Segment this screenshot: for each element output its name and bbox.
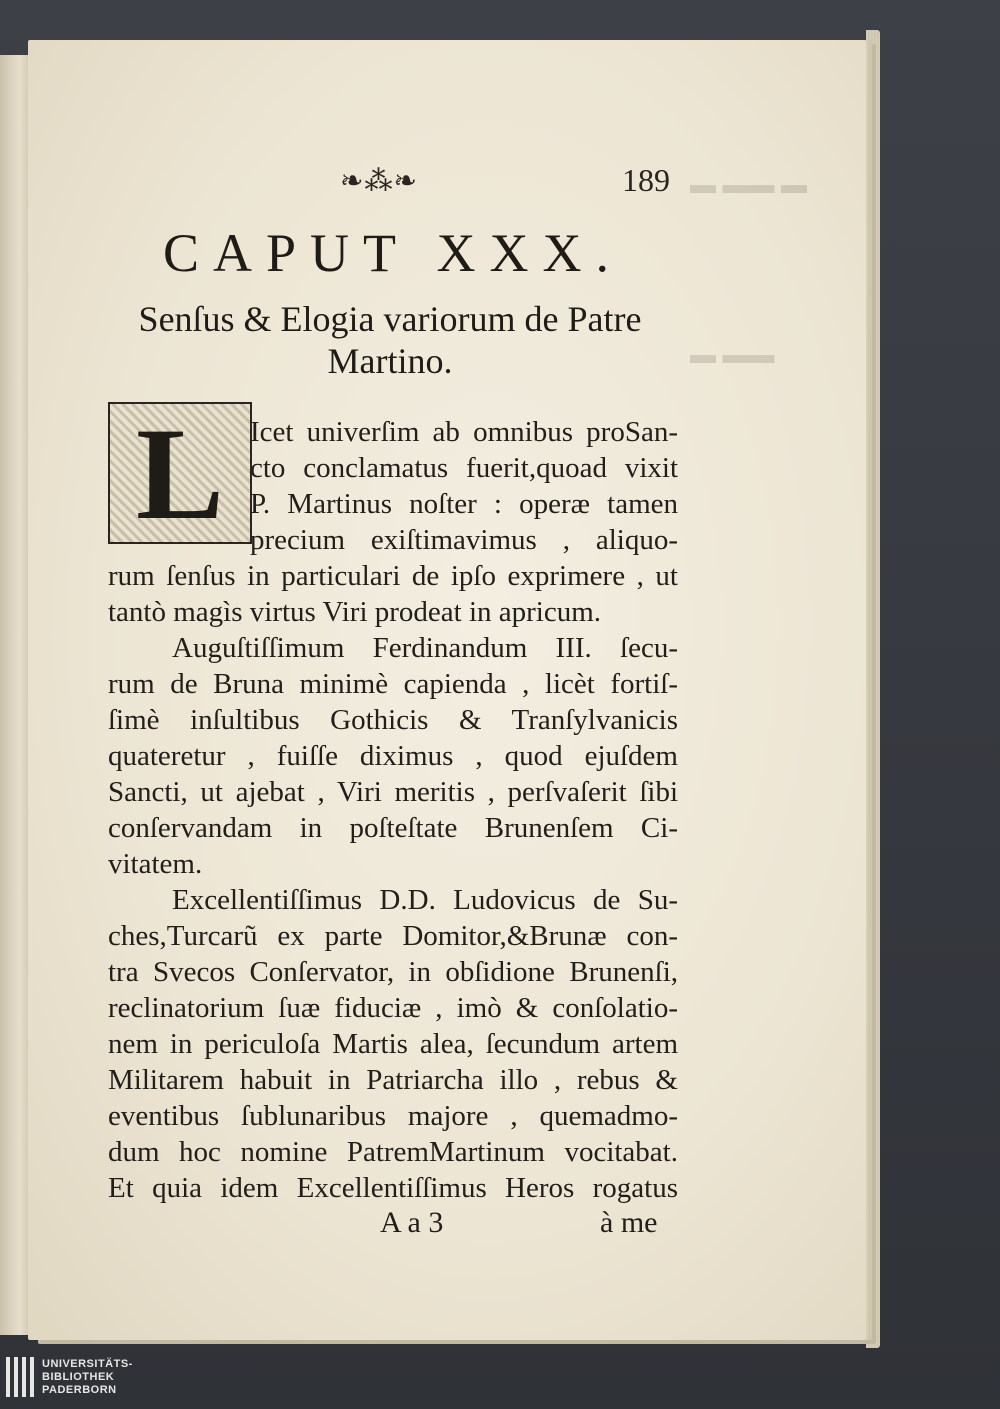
running-head <box>340 160 670 200</box>
library-logo <box>6 1357 133 1397</box>
text-line: cto conclamatus fuerit,quoad vixit <box>250 452 678 484</box>
text-line: Militarem habuit in Patriarcha illo , rebus & <box>108 1064 678 1096</box>
logo-text <box>42 1358 133 1397</box>
text-line: ches,Turcarũ ex parte Domitor,&Brunæ con- <box>108 920 678 952</box>
show-through: ▬ ▬▬ ▬ <box>690 170 807 199</box>
text-line: dum hoc nomine PatremMartinum vocitabat. <box>108 1136 678 1168</box>
logo-line: UNIVERSITÄTS- <box>42 1357 133 1370</box>
text-line: Auguſtiſſimum Ferdinandum III. ſecu- <box>172 632 678 664</box>
initial-letter: L <box>135 400 225 547</box>
show-through: ▬▬ ▬ <box>690 340 775 369</box>
page-fore-edge <box>866 30 880 1348</box>
logo-line: BIBLIOTHEK <box>42 1370 115 1383</box>
text-line: nem in periculoſa Martis alea, ſecundum artem <box>108 1028 678 1060</box>
subtitle-line: Senſus & Elogia variorum de Patre <box>138 299 642 339</box>
header-ornament-icon: ❧⁂❧ <box>340 163 418 197</box>
logo-bars-icon <box>6 1357 34 1397</box>
subtitle-line: Martino. <box>327 341 453 381</box>
text-line: Icet univerſim ab omnibus proSan- <box>250 416 678 448</box>
text-line: Et quia idem Excellentiſſimus Heros rogatus <box>108 1172 678 1204</box>
decorated-initial <box>108 400 252 547</box>
text-line: vitatem. <box>108 848 203 880</box>
text-line: tra Svecos Conſervator, in obſidione Brunenſi, <box>108 956 678 988</box>
text-line: rum de Bruna minimè capienda , licèt fortiſ- <box>108 668 678 700</box>
chapter-heading: CAPUT XXX. <box>162 223 624 283</box>
text-line: reclinatorium ſuæ fiduciæ , imò & conſolatio- <box>108 992 678 1024</box>
text-line: Sancti, ut ajebat , Viri meritis , perſvaſerit ſibi <box>108 776 678 808</box>
text-line: eventibus ſublunaribus majore , quemadmo- <box>108 1100 678 1132</box>
chapter-subtitle <box>100 298 680 382</box>
text-line: Excellentiſſimus D.D. Ludovicus de Su- <box>172 884 678 916</box>
text-line: tantò magìs virtus Viri prodeat in apricum. <box>108 596 602 628</box>
text-line: precium exiſtimavimus , aliquo- <box>250 524 678 556</box>
catchword: à me <box>600 1206 658 1239</box>
text-line: conſervandam in poſteſtate Brunenſem Ci- <box>108 812 678 844</box>
text-line: rum ſenſus in particulari de ipſo exprimere , ut <box>108 560 678 592</box>
text-line: ſimè inſultibus Gothicis & Tranſylvanicis <box>108 704 678 736</box>
logo-line: PADERBORN <box>42 1383 117 1396</box>
text-line: quateretur , fuiſſe diximus , quod ejuſdem <box>108 740 678 772</box>
left-page-edge <box>0 55 29 1335</box>
text-line: P. Martinus noſter : operæ tamen <box>250 488 678 520</box>
signature-mark: A a 3 <box>380 1206 444 1239</box>
page-number: 189 <box>622 161 670 198</box>
